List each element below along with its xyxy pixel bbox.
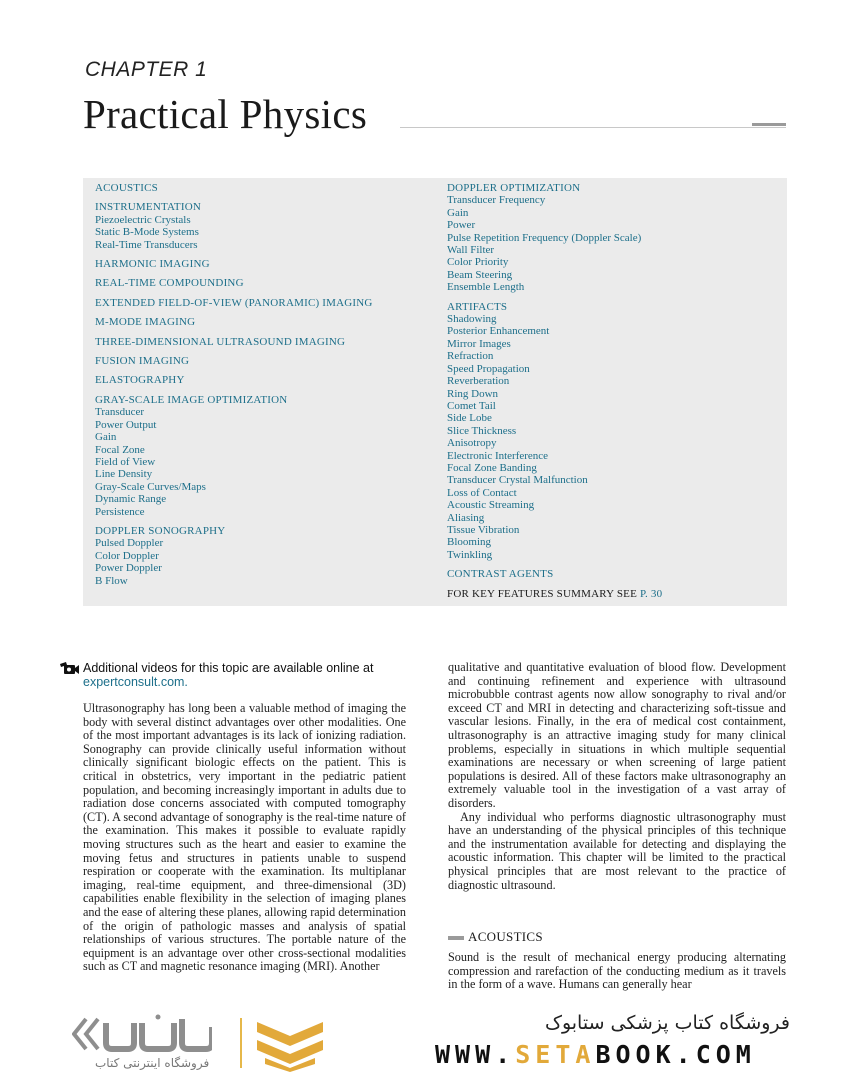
outline-subitem[interactable]: Real-Time Transducers [95, 238, 198, 251]
outline-heading[interactable]: DOPPLER SONOGRAPHY [95, 524, 226, 537]
outline-subitem[interactable]: Aliasing [447, 511, 485, 524]
outline-subitem[interactable]: Electronic Interference [447, 449, 549, 462]
outline-subitem[interactable]: Beam Steering [447, 268, 513, 281]
video-camera-icon [60, 662, 79, 676]
section-body [448, 951, 786, 992]
outline-subitem[interactable]: Power Doppler [95, 562, 162, 575]
outline-subitem[interactable]: Gain [95, 431, 117, 444]
store-url-suffix: BOOK.COM [595, 1040, 756, 1069]
outline-heading[interactable]: ACOUSTICS [95, 182, 158, 194]
outline-subitem[interactable]: Reverberation [447, 375, 510, 388]
right-paragraph-2: Any individual who performs diagnostic ultrasonography must have an understanding of the physical principles of this technique and the instrumentation available for detecting and displaying the acoustic information. This chapter will be limited to the practical physical principles that are most relevant to the practice of diagnostic ultrasound. [448, 809, 786, 892]
outline-subitem[interactable]: Gray-Scale Curves/Maps [95, 480, 206, 493]
outline-subitem[interactable]: Shadowing [447, 313, 497, 326]
outline-subitem[interactable]: Power Output [95, 418, 157, 431]
outline-subitem[interactable]: Static B-Mode Systems [95, 226, 199, 239]
chapter-outline-box [83, 178, 787, 606]
footer-divider [240, 1018, 242, 1068]
outline-subitem[interactable]: Color Priority [447, 256, 509, 269]
outline-subitem[interactable]: Comet Tail [447, 399, 496, 412]
outline-subitem[interactable]: Posterior Enhancement [447, 325, 550, 338]
key-features-page-link[interactable]: P. 30 [639, 587, 663, 600]
outline-subitem[interactable]: Mirror Images [447, 337, 511, 350]
acoustics-paragraph: Sound is the result of mechanical energy producing alternating compression and rarefaction of the conducting medium as it travels in the form of a wave. Humans can generally hear [448, 951, 786, 992]
outline-subitem[interactable]: Refraction [447, 350, 494, 363]
body-left-column [83, 702, 406, 992]
store-url[interactable] [435, 1040, 756, 1069]
outline-subitem[interactable]: Power [447, 219, 476, 232]
key-features-text: FOR KEY FEATURES SUMMARY SEE [447, 587, 640, 600]
expertconsult-link[interactable]: expertconsult.com. [83, 675, 188, 689]
outline-heading[interactable]: THREE-DIMENSIONAL ULTRASOUND IMAGING [95, 335, 346, 348]
outline-subitem[interactable]: Ring Down [447, 387, 499, 400]
outline-subitem[interactable]: Gain [447, 206, 469, 219]
publisher-footer [0, 992, 844, 1080]
logo-subtitle: فروشگاه اینترنتی کتاب [95, 1056, 210, 1070]
outline-heading[interactable]: CONTRAST AGENTS [447, 568, 554, 581]
section-heading-text: ACOUSTICS [468, 929, 543, 944]
outline-heading[interactable]: M-MODE IMAGING [95, 316, 196, 329]
outline-heading[interactable]: EXTENDED FIELD-OF-VIEW (PANORAMIC) IMAGING [95, 296, 373, 309]
chapter-label: CHAPTER 1 [85, 58, 208, 81]
outline-heading[interactable]: ARTIFACTS [447, 300, 508, 313]
outline-subitem[interactable]: Tissue Vibration [447, 523, 520, 536]
key-features-line [447, 588, 777, 600]
intro-paragraph: Ultrasonography has long been a valuable method of imaging the body with several distinct advantages over other modalities. One of the most important advantages is its lack of ionizing radiation. Sonography can provide clinically useful information without clinically significant biologic effects on the patient. This is critical in obstetrics, very important in the pediatric patient population, and becoming increasingly important in adults due to radiation dose concerns associated with computed tomography (CT). A second advantage of sonography is the real-time nature of the examination. This makes it possible to evaluate rapidly moving structures such as the heart and easier to examine the moving fetus and structures in patients unable to suspend respiration or cooperate with the examination. Its multiplanar imaging, real-time equipment, and three-dimensional (3D) capabilities enable flexibility in the selection of imaging planes and the ease of altering these planes, allowing rapid determination of the origin of pathologic masses and analysis of spatial relationships of various structures. The portable nature of the equipment is an advantage over other cross-sectional modalities such as CT and magnetic resonance imaging (MRI). Another [83, 702, 406, 974]
title-rule-accent [752, 123, 786, 126]
outline-subitem[interactable]: Transducer Frequency [447, 194, 546, 207]
outline-heading[interactable]: INSTRUMENTATION [95, 201, 202, 214]
outline-subitem[interactable]: Piezoelectric Crystals [95, 213, 191, 226]
outline-subitem[interactable]: Wall Filter [447, 244, 495, 257]
store-url-highlight: SETA [515, 1040, 596, 1069]
outline-heading[interactable]: HARMONIC IMAGING [95, 258, 210, 271]
outline-heading[interactable]: ELASTOGRAPHY [95, 374, 185, 387]
title-rule [400, 127, 786, 128]
section-heading [448, 929, 543, 945]
outline-subitem[interactable]: Transducer Crystal Malfunction [447, 474, 588, 487]
outline-subitem[interactable]: Ensemble Length [447, 281, 525, 294]
outline-subitem[interactable]: Slice Thickness [447, 424, 517, 437]
section-heading-bar [448, 936, 464, 940]
video-note [60, 661, 400, 689]
outline-subitem[interactable]: Acoustic Streaming [447, 499, 535, 512]
outline-subitem[interactable]: Line Density [95, 468, 153, 481]
store-url-prefix: WWW. [435, 1040, 516, 1069]
outline-subitem[interactable]: Focal Zone [95, 443, 145, 456]
outline-subitem[interactable]: Side Lobe [447, 412, 492, 425]
outline-heading[interactable]: FUSION IMAGING [95, 355, 190, 368]
outline-heading[interactable]: GRAY-SCALE IMAGE OPTIMIZATION [95, 393, 288, 406]
outline-subitem[interactable]: Focal Zone Banding [447, 461, 537, 474]
chapter-title: Practical Physics [83, 91, 368, 137]
outline-left-column [95, 182, 435, 587]
outline-subitem[interactable]: B Flow [95, 574, 128, 587]
outline-subitem[interactable]: Color Doppler [95, 549, 159, 562]
outline-subitem[interactable]: Blooming [447, 536, 492, 549]
gold-chevrons-icon [255, 1018, 325, 1072]
outline-subitem[interactable]: Persistence [95, 505, 145, 518]
outline-subitem[interactable]: Loss of Contact [447, 486, 517, 499]
outline-subitem[interactable]: Pulsed Doppler [95, 537, 164, 550]
outline-subitem[interactable]: Dynamic Range [95, 493, 167, 506]
right-paragraph-1: qualitative and quantitative evaluation of blood flow. Development and continuing refinement and experience with ultrasound microbubble contrast agents now allow sonography to rival and/or exceed CT and MRI in detecting and characterizing soft-tissue and vascular lesions. Finally, in the era of medical cost containment, ultrasonography is an attractive imaging study for many clinical problems, especially in situations in which multiple sequential examinations are necessary or when screening of large patient populations is desired. All of these factors make ultrasonography an extremely valuable tool in the investigation of a vast array of disorders. [448, 660, 786, 810]
outline-subitem[interactable]: Anisotropy [447, 437, 497, 450]
outline-subitem[interactable]: Transducer [95, 406, 145, 419]
outline-heading[interactable]: REAL-TIME COMPOUNDING [95, 277, 244, 290]
store-name: فروشگاه کتاب پزشکی ستابوک [544, 1012, 790, 1034]
outline-right-column [447, 182, 777, 600]
outline-subitem[interactable]: Speed Propagation [447, 362, 530, 375]
outline-heading[interactable]: DOPPLER OPTIMIZATION [447, 182, 581, 194]
outline-subitem[interactable]: Twinkling [447, 548, 493, 561]
video-note-text: Additional videos for this topic are available online at [83, 661, 374, 675]
setabook-logo-icon [72, 1013, 212, 1055]
body-right-column [448, 661, 786, 892]
outline-subitem[interactable]: Pulse Repetition Frequency (Doppler Scale) [447, 231, 642, 244]
outline-subitem[interactable]: Field of View [95, 455, 156, 468]
